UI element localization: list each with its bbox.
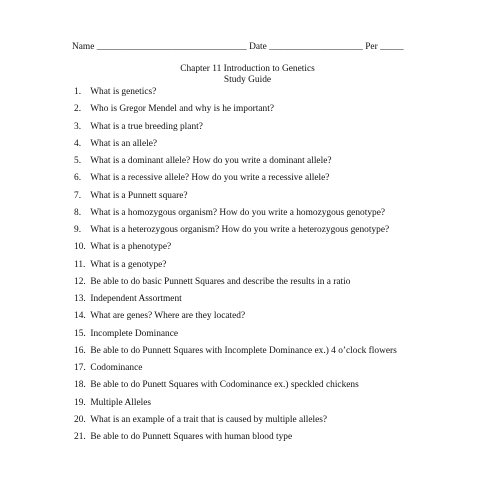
question-item: [74, 173, 397, 190]
question-item: [74, 156, 397, 173]
question-item: [74, 260, 397, 277]
period-blank[interactable]: _____: [380, 42, 404, 52]
chapter-title: Chapter 11 Introduction to Genetics: [180, 64, 315, 74]
question-number: 4.: [74, 138, 82, 149]
name-blank[interactable]: ________________________________: [96, 42, 247, 52]
period-label: Per: [365, 42, 378, 52]
question-text: Be able to do basic Punnett Squares and describe the results in a ratio: [90, 276, 351, 287]
question-item: [74, 363, 397, 380]
question-number: 17.: [74, 363, 86, 373]
question-item: [74, 225, 397, 242]
question-number: 5.: [74, 156, 82, 166]
question-number: 21.: [74, 432, 86, 442]
question-text: What is a true breeding plant?: [90, 121, 203, 132]
page-title: [0, 64, 495, 86]
question-text: What is a heterozygous organism? How do you write a heterozygous genotype?: [90, 225, 390, 235]
question-text: Codominance: [90, 363, 143, 373]
question-number: 12.: [74, 276, 86, 287]
question-item: [74, 346, 397, 363]
question-number: 9.: [74, 225, 82, 235]
question-text: What is a genotype?: [90, 259, 167, 270]
question-text: Be able to do Punnett Squares with human blood type: [90, 432, 293, 442]
question-number: 11.: [74, 259, 86, 270]
question-text: What is a homozygous organism? How do you write a homozygous genotype?: [90, 207, 386, 218]
question-text: Multiple Alleles: [90, 397, 152, 408]
question-number: 15.: [74, 328, 86, 339]
question-item: [74, 139, 397, 156]
date-blank[interactable]: ____________________: [269, 42, 363, 52]
question-item: [74, 208, 397, 225]
question-number: 6.: [74, 173, 82, 184]
student-info-line: [72, 42, 404, 52]
question-item: [74, 329, 397, 346]
question-item: [74, 87, 397, 104]
question-item: [74, 380, 397, 397]
question-number: 19.: [74, 397, 86, 408]
question-item: [74, 122, 397, 139]
question-text: Who is Gregor Mendel and why is he important?: [90, 104, 274, 115]
question-number: 18.: [74, 380, 86, 391]
question-text: What is a Punnett square?: [90, 190, 188, 201]
question-number: 13.: [74, 294, 86, 304]
question-number: 1.: [74, 87, 82, 97]
question-list: [74, 87, 397, 449]
question-number: 7.: [74, 190, 82, 201]
question-text: Be able to do Punett Squares with Codominance ex.) speckled chickens: [90, 380, 359, 391]
question-item: [74, 242, 397, 259]
question-number: 14.: [74, 311, 86, 322]
question-text: Independent Assortment: [90, 294, 182, 304]
question-item: [74, 104, 397, 121]
question-text: Incomplete Dominance: [90, 328, 179, 339]
question-number: 8.: [74, 207, 82, 218]
question-number: 20.: [74, 414, 86, 425]
question-number: 3.: [74, 121, 82, 132]
question-number: 10.: [74, 242, 86, 253]
question-text: What are genes? Where are they located?: [90, 311, 246, 322]
question-item: [74, 398, 397, 415]
name-label: Name: [72, 42, 95, 52]
question-item: [74, 311, 397, 328]
question-text: What is a phenotype?: [90, 242, 172, 253]
question-item: [74, 277, 397, 294]
study-guide-subtitle: Study Guide: [223, 75, 272, 85]
question-item: [74, 432, 397, 449]
question-text: What is a recessive allele? How do you write a recessive allele?: [90, 173, 330, 184]
question-item: [74, 191, 397, 208]
question-item: [74, 415, 397, 432]
question-number: 2.: [74, 104, 82, 115]
question-text: What is genetics?: [90, 87, 157, 97]
question-number: 16.: [74, 345, 86, 356]
question-text: What is an example of a trait that is caused by multiple alleles?: [90, 414, 328, 425]
date-label: Date: [249, 42, 267, 52]
question-text: What is an allele?: [90, 138, 158, 149]
question-text: Be able to do Punnett Squares with Incomplete Dominance ex.) 4 o’clock flowers: [90, 345, 397, 356]
question-item: [74, 294, 397, 311]
question-text: What is a dominant allele? How do you write a dominant allele?: [90, 156, 332, 166]
